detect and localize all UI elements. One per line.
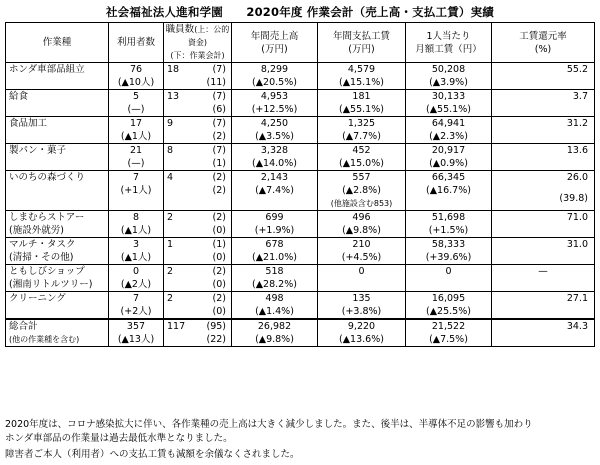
- ratio-alt: (39.8): [559, 193, 588, 204]
- ratio-value: 27.1: [566, 293, 588, 304]
- header-users: 利用者数: [109, 23, 164, 63]
- monthly-value: 20,917: [431, 145, 466, 156]
- staff-public: (2): [212, 293, 226, 304]
- staff-count: 117: [167, 321, 186, 332]
- monthly-value: 58,333: [431, 239, 466, 250]
- staff-work: (22): [206, 334, 226, 345]
- sales-value: 26,982: [257, 321, 292, 332]
- sales-value: 3,328: [260, 145, 289, 156]
- wages-value: 4,579: [347, 64, 376, 75]
- wages-value: 1,325: [347, 118, 376, 129]
- ratio-value: 26.0: [566, 172, 588, 183]
- staff-work: (0): [212, 306, 226, 317]
- job-name: ホンダ車部品組立: [9, 64, 85, 75]
- header-monthly: 1人当たり 月額工賃（円）: [406, 23, 492, 63]
- monthly-change: (▲25.5%): [426, 306, 471, 317]
- total-sublabel: (他の作業種を含む): [9, 335, 80, 344]
- header-row: [6, 23, 595, 63]
- users-count: 357: [126, 321, 146, 332]
- sales-value: 498: [265, 293, 284, 304]
- users-change: (—): [127, 158, 145, 169]
- staff-work: (0): [212, 225, 226, 236]
- sales-change: (+12.5%): [251, 104, 298, 115]
- table-row: [6, 90, 595, 117]
- users-change: (▲1人): [120, 131, 152, 142]
- staff-work: (11): [206, 77, 226, 88]
- staff-public: (2): [212, 212, 226, 223]
- wages-change: (▲13.6%): [339, 334, 384, 345]
- staff-public: (2): [212, 172, 226, 183]
- table-row: [6, 144, 595, 171]
- ratio-value: 31.0: [566, 239, 588, 250]
- sales-change: (▲3.5%): [255, 131, 294, 142]
- note-line-2: ホンダ車部品の作業量は過去最低水準となりました。: [5, 433, 233, 444]
- users-change: (▲13人): [117, 334, 155, 345]
- wages-value: 0: [358, 266, 365, 277]
- page-title: 社会福祉法人進和学園 2020年度 作業会計（売上高・支払工賃）実績: [105, 5, 494, 19]
- monthly-change: (▲3.9%): [429, 77, 468, 88]
- monthly-change: (▲2.3%): [429, 131, 468, 142]
- staff-work: (6): [212, 104, 226, 115]
- staff-count: 18: [167, 64, 180, 75]
- header-sales: 年間売上高 (万円): [232, 23, 318, 63]
- job-name: いのちの森づくり: [9, 172, 86, 183]
- wages-change: (▲15.1%): [339, 77, 384, 88]
- table-row: しまむらストアー (施設外就労) 8 (▲1人) 2 (2) (0) 699 (+1.9%) 496 (▲9.8%) 51,698 (+1.5%) 71.0: [6, 211, 595, 238]
- staff-count: 9: [167, 118, 174, 129]
- staff-public: (1): [212, 239, 226, 250]
- users-count: 3: [132, 239, 140, 250]
- ratio-value: 31.2: [566, 118, 588, 129]
- wages-value: 181: [352, 91, 371, 102]
- staff-work: (2): [212, 185, 226, 196]
- staff-count: 2: [167, 212, 174, 223]
- table-row: [6, 171, 595, 211]
- monthly-change: (+39.6%): [425, 252, 472, 263]
- wages-change: (▲7.7%): [342, 131, 381, 142]
- staff-public: (7): [212, 64, 226, 75]
- staff-count: 2: [167, 266, 174, 277]
- staff-public: (2): [212, 266, 226, 277]
- sales-value: 4,953: [260, 91, 289, 102]
- job-name: マルチ・タスク: [9, 239, 76, 250]
- monthly-change: (▲55.1%): [426, 104, 471, 115]
- job-name: しまむらストアー: [9, 212, 85, 223]
- users-change: (+1人): [120, 185, 152, 196]
- wages-value: 557: [352, 172, 371, 183]
- sales-change: (▲1.4%): [255, 306, 294, 317]
- users-change: (—): [127, 104, 145, 115]
- monthly-change: [406, 278, 491, 291]
- wages-change: (▲2.8%): [342, 185, 381, 196]
- monthly-change: (▲7.5%): [429, 334, 468, 345]
- sales-value: 2,143: [260, 172, 289, 183]
- job-name: 製パン・菓子: [9, 145, 67, 156]
- staff-count: 1: [167, 239, 174, 250]
- sales-change: (▲14.0%): [252, 158, 297, 169]
- wages-change: [318, 278, 405, 291]
- note-line-3: 障害者ご本人（利用者）への支払工賃も減額を余儀なくされました。: [5, 449, 300, 460]
- total-row: [6, 319, 595, 347]
- header-ratio: 工賃還元率 (%): [492, 23, 595, 63]
- staff-public: (7): [212, 91, 226, 102]
- staff-public: (7): [212, 118, 226, 129]
- sales-value: 678: [265, 239, 284, 250]
- monthly-value: 0: [445, 266, 452, 277]
- monthly-value: 64,941: [431, 118, 466, 129]
- sales-value: 518: [265, 266, 284, 277]
- users-change: (▲1人): [120, 252, 152, 263]
- monthly-change: (+1.5%): [428, 225, 469, 236]
- users-count: 8: [132, 212, 140, 223]
- results-table: [5, 22, 595, 347]
- users-change: (▲10人): [117, 77, 155, 88]
- job-name: 食品加工: [9, 118, 48, 129]
- wages-value: 210: [352, 239, 371, 250]
- monthly-value: 21,522: [431, 321, 466, 332]
- monthly-value: 30,133: [431, 91, 466, 102]
- staff-count: 4: [167, 172, 174, 183]
- users-count: 0: [132, 266, 140, 277]
- sales-value: 4,250: [260, 118, 289, 129]
- header-wages: 年間支払工賃 (万円): [318, 23, 406, 63]
- sales-value: 699: [265, 212, 284, 223]
- sales-change: (▲7.4%): [255, 185, 294, 196]
- job-name: ともしびショップ: [9, 266, 85, 277]
- staff-count: 8: [167, 145, 174, 156]
- users-change: (▲1人): [120, 225, 152, 236]
- monthly-value: 16,095: [431, 293, 466, 304]
- users-count: 17: [129, 118, 143, 129]
- table-row: [6, 63, 595, 90]
- users-change: (▲2人): [120, 279, 152, 290]
- wages-change: (+4.5%): [341, 252, 382, 263]
- monthly-change: (▲16.7%): [426, 185, 471, 196]
- staff-public: (7): [212, 145, 226, 156]
- wages-value: 452: [352, 145, 371, 156]
- staff-public: (95): [206, 321, 226, 332]
- ratio-value: 34.3: [566, 321, 588, 332]
- wages-change: (+3.8%): [341, 306, 382, 317]
- job-name: クリーニング: [9, 293, 66, 304]
- users-count: 76: [129, 64, 143, 75]
- staff-work: (1): [212, 158, 226, 169]
- staff-work: (0): [212, 279, 226, 290]
- ratio-value: 13.6: [566, 145, 588, 156]
- staff-work: (0): [212, 252, 226, 263]
- wages-change: (▲55.1%): [339, 104, 384, 115]
- table-row: ともしびショップ (湘南リトルツリー) 0 (▲2人) 2 (2) (0) 518 (▲28.2%) 0 0 —: [6, 265, 595, 292]
- monthly-value: 51,698: [431, 212, 466, 223]
- wages-change: (▲15.0%): [339, 158, 384, 169]
- monthly-change: (▲0.9%): [429, 158, 468, 169]
- staff-work: (2): [212, 131, 226, 142]
- wages-value: 135: [352, 293, 371, 304]
- users-count: 5: [132, 91, 140, 102]
- table-row: マルチ・タスク (清掃・その他) 3 (▲1人) 1 (1) (0) 678 (▲21.0%) 210 (+4.5%) 58,333 (+39.6%) 31.0: [6, 238, 595, 265]
- table-row: [6, 292, 595, 320]
- wages-value: 496: [352, 212, 371, 223]
- ratio-value: 55.2: [566, 64, 588, 75]
- job-name: 給食: [9, 91, 29, 102]
- wages-change: (▲9.8%): [342, 225, 381, 236]
- monthly-value: 50,208: [431, 64, 466, 75]
- staff-count: 2: [167, 293, 174, 304]
- users-count: 7: [132, 172, 140, 183]
- sales-change: (▲20.5%): [252, 77, 297, 88]
- ratio-value: —: [538, 266, 548, 277]
- users-change: (+2人): [120, 306, 152, 317]
- sales-change: (▲28.2%): [252, 279, 297, 290]
- sales-change: (▲21.0%): [252, 252, 297, 263]
- wages-value: 9,220: [347, 321, 376, 332]
- note-line-1: 2020年度は、コロナ感染拡大に伴い、各作業種の売上高は大きく減少しました。また、後半は、半導体不足の影響も加わり: [5, 419, 533, 430]
- sales-value: 8,299: [260, 64, 289, 75]
- sales-change: (+1.9%): [254, 225, 295, 236]
- staff-count: 13: [167, 91, 180, 102]
- header-staff: 職員数(上：公的資金) (下：作業会計): [164, 23, 232, 63]
- total-label: 総合計: [9, 321, 38, 332]
- ratio-value: 71.0: [566, 212, 588, 223]
- users-count: 7: [132, 293, 140, 304]
- users-count: 21: [129, 145, 143, 156]
- sales-change: (▲9.8%): [255, 334, 294, 345]
- ratio-value: 3.7: [572, 91, 588, 102]
- header-job-type: 作業種: [6, 23, 109, 63]
- wages-note: (他施設含む853): [330, 199, 393, 208]
- monthly-value: 66,345: [431, 172, 466, 183]
- table-row: [6, 117, 595, 144]
